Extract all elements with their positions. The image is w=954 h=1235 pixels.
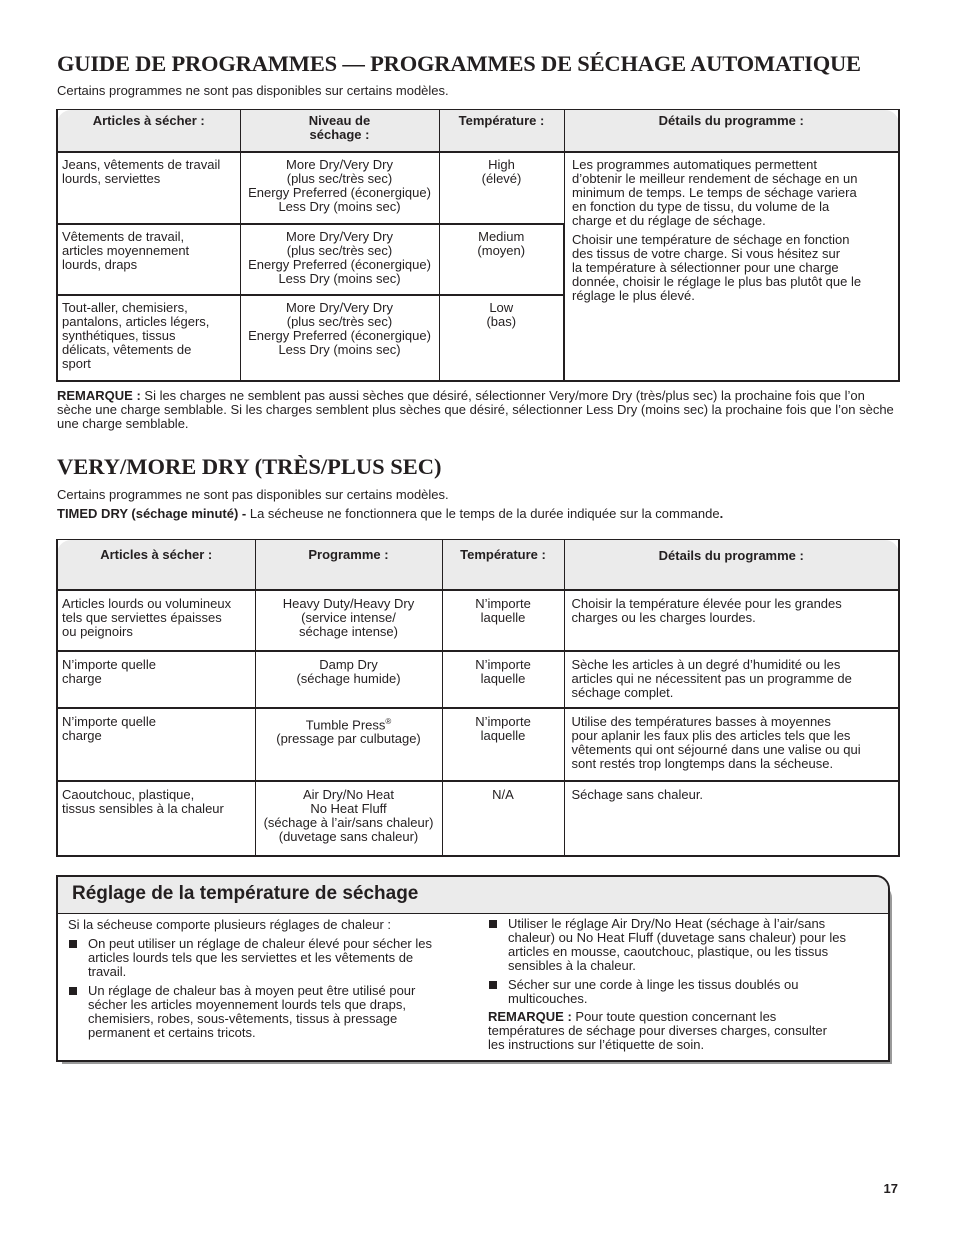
box-title: Réglage de la température de séchage bbox=[72, 883, 419, 904]
cell-programme: Heavy Duty/Heavy Dry (service intense/ séchage intense) bbox=[255, 590, 442, 651]
bullet-text: Un réglage de chaleur bas à moyen peut être utilisé pour sécher les articles moyennement lourds tels que draps, chemisiers, robes, sous-vêtements, tissus à pressage permanent et certains tricots. bbox=[88, 983, 416, 1040]
cell-details: Utilise des températures basses à moyennes pour aplanir les faux plis des articles tels que les vêtements qui ont séjourné dans une valise ou qui sont restés trop longtemps dans la sécheuse. bbox=[564, 708, 899, 781]
cell-articles: Tout-aller, chemisiers, pantalons, articles légers, synthétiques, tissus délicats, vêtements de sport bbox=[57, 295, 240, 381]
table-row bbox=[57, 152, 899, 224]
section-subtitle: Certains programmes ne sont pas disponibles sur certains modèles. bbox=[57, 487, 449, 502]
cell-details bbox=[564, 152, 899, 381]
cell-programme: Air Dry/No Heat No Heat Fluff (séchage à l’air/sans chaleur) (duvetage sans chaleur) bbox=[255, 781, 442, 856]
timed-dry-label: TIMED DRY (séchage minuté) - bbox=[57, 506, 247, 521]
list-item bbox=[488, 978, 883, 1006]
remark-note bbox=[57, 389, 899, 431]
timed-dry-end: . bbox=[719, 506, 724, 521]
cell-temperature: N’importe laquelle bbox=[442, 590, 564, 651]
cell-articles: N’importe quelle charge bbox=[57, 708, 255, 781]
header-programme: Programme : bbox=[255, 540, 442, 591]
cell-articles: Vêtements de travail, articles moyennement lourds, draps bbox=[57, 224, 240, 295]
table-header-row bbox=[57, 110, 899, 153]
header-details: Détails du programme : bbox=[564, 540, 899, 591]
bullet-text: On peut utiliser un réglage de chaleur élevé pour sécher les articles lourds tels que les serviettes et les vêtements de travail. bbox=[88, 936, 432, 979]
cell-temperature: High (élevé) bbox=[439, 152, 564, 224]
header-temperature: Température : bbox=[439, 110, 564, 153]
cell-temperature: N’importe laquelle bbox=[442, 708, 564, 781]
box-remark-label: REMARQUE : bbox=[488, 1009, 572, 1024]
bullet-square-icon bbox=[489, 920, 497, 928]
details-paragraph: Choisir une température de séchage en fonction des tissus de votre charge. Si vous hésitez sur la température à sélectionner pour une charge donnée, choisir le réglage le plus bas plutôt que le réglage le plus élevé. bbox=[572, 232, 862, 303]
box-remark-text: Pour toute question concernant les températures de séchage pour diverses charges, consulter les instructions sur l’étiquette de soin. bbox=[488, 1009, 827, 1052]
cell-articles: Caoutchouc, plastique, tissus sensibles à la chaleur bbox=[57, 781, 255, 856]
table-row bbox=[57, 590, 899, 651]
cell-temperature: N/A bbox=[442, 781, 564, 856]
box-right-column bbox=[488, 917, 883, 1052]
box-remark bbox=[488, 1010, 883, 1052]
list-item bbox=[488, 917, 883, 973]
box-left-column bbox=[68, 918, 478, 1040]
programme-translation: (pressage par culbutage) bbox=[276, 731, 421, 747]
cell-programme bbox=[255, 708, 442, 781]
section-title-auto-dry: GUIDE DE PROGRAMMES — PROGRAMMES DE SÉCHAGE AUTOMATIQUE bbox=[57, 51, 861, 76]
header-niveau: Niveau de séchage : bbox=[240, 110, 439, 153]
remark-text: Si les charges ne semblent pas aussi sèches que désiré, sélectionner Very/more Dry (très/plus sec) la prochaine fois que l’on sèche une charge semblable. Si les charges semblent plus sèches que désiré, sélectionner Less Dry (moins sec) la prochaine fois que l’on sèche une charge semblable. bbox=[57, 388, 894, 431]
list-item bbox=[68, 937, 478, 979]
cell-niveau: More Dry/Very Dry (plus sec/très sec) Energy Preferred (éconergique) Less Dry (moins sec) bbox=[240, 224, 439, 295]
cell-details: Choisir la température élevée pour les grandes charges ou les charges lourdes. bbox=[564, 590, 899, 651]
bullet-square-icon bbox=[489, 981, 497, 989]
remark-label: REMARQUE : bbox=[57, 388, 141, 403]
bullet-text: Utiliser le réglage Air Dry/No Heat (séchage à l’air/sans chaleur) ou No Heat Fluff (duvetage sans chaleur) pour les articles en mousse, caoutchouc, plastique, ou les tissus sensibles à la chaleur. bbox=[508, 916, 846, 973]
cell-details: Sèche les articles à un degré d’humidité ou les articles qui ne nécessitent pas un programme de séchage complet. bbox=[564, 651, 899, 708]
temperature-settings-box bbox=[56, 875, 890, 1061]
timed-dry-text: La sécheuse ne fonctionnera que le temps de la durée indiquée sur la commande bbox=[246, 506, 720, 521]
cell-articles: Articles lourds ou volumineux tels que serviettes épaisses ou peignoirs bbox=[57, 590, 255, 651]
table-header-row bbox=[57, 540, 899, 591]
section-title-very-dry: VERY/MORE DRY (TRÈS/PLUS SEC) bbox=[57, 454, 442, 479]
header-temperature: Température : bbox=[442, 540, 564, 591]
bullet-square-icon bbox=[69, 987, 77, 995]
cell-niveau: More Dry/Very Dry (plus sec/très sec) Energy Preferred (éconergique) Less Dry (moins sec) bbox=[240, 295, 439, 381]
cell-temperature: Medium (moyen) bbox=[439, 224, 564, 295]
header-details: Détails du programme : bbox=[564, 110, 899, 153]
programme-name: Tumble Press bbox=[305, 717, 386, 733]
box-intro: Si la sécheuse comporte plusieurs réglages de chaleur : bbox=[68, 917, 392, 932]
timed-dry-note bbox=[57, 506, 723, 521]
cell-niveau: More Dry/Very Dry (plus sec/très sec) Energy Preferred (éconergique) Less Dry (moins sec) bbox=[240, 152, 439, 224]
cell-articles: N’importe quelle charge bbox=[57, 651, 255, 708]
box-header bbox=[58, 877, 888, 914]
box-panel bbox=[56, 875, 890, 1062]
cell-programme: Damp Dry (séchage humide) bbox=[255, 651, 442, 708]
header-articles: Articles à sécher : bbox=[57, 540, 255, 591]
very-dry-table bbox=[56, 539, 900, 857]
bullet-square-icon bbox=[69, 940, 77, 948]
page-number: 17 bbox=[883, 1181, 898, 1196]
header-articles: Articles à sécher : bbox=[57, 110, 240, 153]
table-row bbox=[57, 651, 899, 708]
cell-details: Séchage sans chaleur. bbox=[564, 781, 899, 856]
table-row bbox=[57, 708, 899, 781]
cell-temperature: Low (bas) bbox=[439, 295, 564, 381]
section-subtitle: Certains programmes ne sont pas disponibles sur certains modèles. bbox=[57, 83, 449, 98]
details-paragraph: Les programmes automatiques permettent d’obtenir le meilleur rendement de séchage en un minimum de temps. Le temps de séchage variera en fonction du type de tissu, du volume de la charge et du réglage de séchage. bbox=[572, 157, 858, 228]
registered-mark: ® bbox=[385, 717, 392, 726]
auto-dry-table bbox=[56, 109, 900, 382]
table-row bbox=[57, 781, 899, 856]
cell-temperature: N’importe laquelle bbox=[442, 651, 564, 708]
cell-articles: Jeans, vêtements de travail lourds, serviettes bbox=[57, 152, 240, 224]
bullet-text: Sécher sur une corde à linge les tissus doublés ou multicouches. bbox=[508, 977, 799, 1006]
list-item bbox=[68, 984, 478, 1040]
